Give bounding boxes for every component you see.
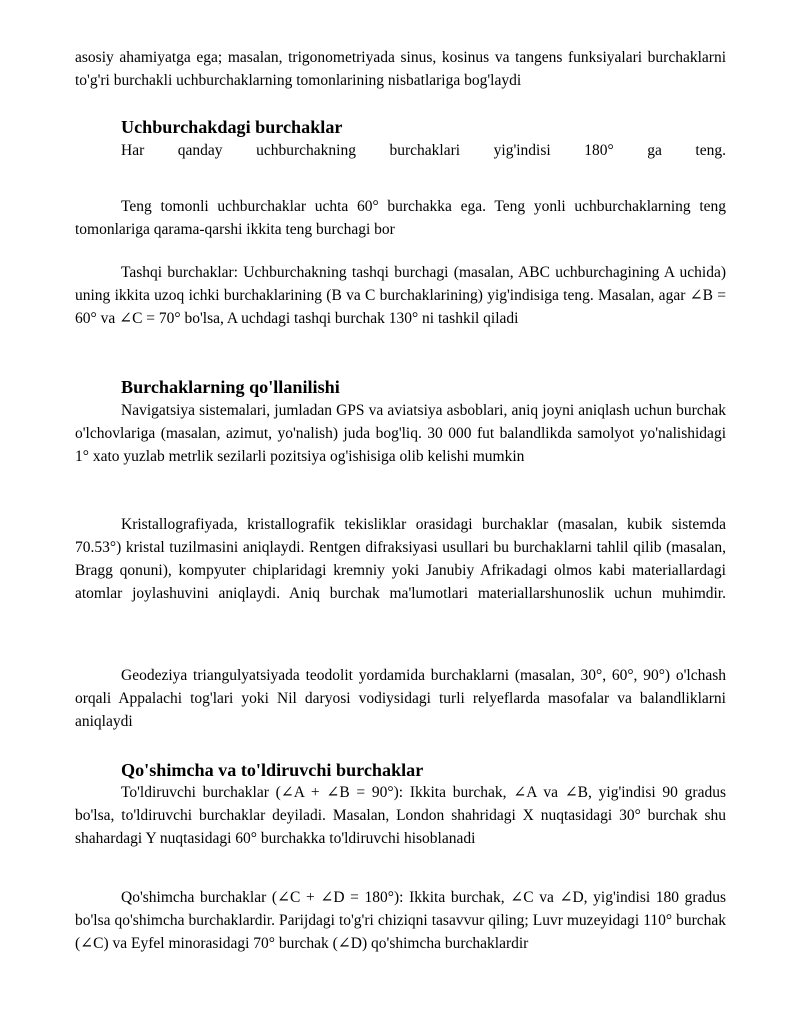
paragraph-exterior-angles: Tashqi burchaklar: Uchburchakning tashqi burchagi (masalan, ABC uchburchagining A uchida) uning ikkita uzoq ichki burchaklarining (B va C burchaklarining) yig'indisiga teng. Masalan, agar ∠B = 60° va ∠C = 70° bo'lsa, A uchdagi tashqi burchak 130° ni tashkil qiladi: [75, 264, 726, 327]
section-heading-triangle-angles: Uchburchakdagi burchaklar: [121, 117, 343, 137]
paragraph-geodesy: Geodeziya triangulyatsiyada teodolit yordamida burchaklarni (masalan, 30°, 60°, 90°) o'lchash orqali Appalachi tog'lari yoki Nil daryosi vodiysidagi turli relyeflarda masofalar va balandliklarni aniqlaydi: [75, 667, 726, 730]
intro-paragraph: asosiy ahamiyatga ega; masalan, trigonometriyada sinus, kosinus va tangens funksiyalari burchaklarni to'g'ri burchakli uchburchaklarning tomonlarining nisbatlariga bog'laydi: [75, 49, 726, 89]
section-heading-applications: Burchaklarning qo'llanilishi: [121, 377, 340, 397]
paragraph-supplementary-angles: Qo'shimcha burchaklar (∠C + ∠D = 180°): Ikkita burchak, ∠C va ∠D, yig'indisi 180 gradus bo'lsa qo'shimcha burchaklardir. Parijdagi to'g'ri chiziqni tasavvur qiling; Luvr muzeyidagi 110° burchak (∠C) va Eyfel minorasidagi 70° burchak (∠D) qo'shimcha burchaklardir: [75, 889, 726, 952]
paragraph-navigation: Navigatsiya sistemalari, jumladan GPS va aviatsiya asboblari, aniq joyni aniqlash uchun burchak o'lchovlariga (masalan, azimut, yo'nalish) juda bog'liq. 30 000 fut balandlikda samolyot yo'nalishidagi 1° xato yuzlab metrlik sezilarli pozitsiya og'ishisiga olib kelishi mumkin: [75, 402, 726, 465]
section-heading-complementary: Qo'shimcha va to'ldiruvchi burchaklar: [121, 760, 424, 780]
paragraph-crystallography: Kristallografiyada, kristallografik tekisliklar orasidagi burchaklar (masalan, kubik sistemda 70.53°) kristal tuzilmasini aniqlaydi. Rentgen difraksiyasi usullari bu burchaklarni tahlil qilib (masalan, Bragg qonuni), kompyuter chiplaridagi kremniy yoki Janubiy Afrikadagi olmos kabi materiallardagi atomlar joylashuvini aniqlaydi. Aniq burchak ma'lumotlari materiallarshunoslik uchun muhimdir.: [75, 516, 726, 602]
paragraph-equilateral: Teng tomonli uchburchaklar uchta 60° burchakka ega. Teng yonli uchburchaklarning teng tomonlariga qarama-qarshi ikkita teng burchagi bor: [75, 198, 726, 238]
paragraph-complementary-angles: To'ldiruvchi burchaklar (∠A + ∠B = 90°): Ikkita burchak, ∠A va ∠B, yig'indisi 90 gradus bo'lsa, to'ldiruvchi burchaklar deyiladi. Masalan, London shahridagi X nuqtasidagi 30° burchak shu shahardagi Y nuqtasidagi 60° burchakka to'ldiruvchi hisoblanadi: [75, 784, 726, 847]
paragraph-angle-sum: Har qanday uchburchakning burchaklari yig'indisi 180° ga teng.: [121, 142, 726, 159]
